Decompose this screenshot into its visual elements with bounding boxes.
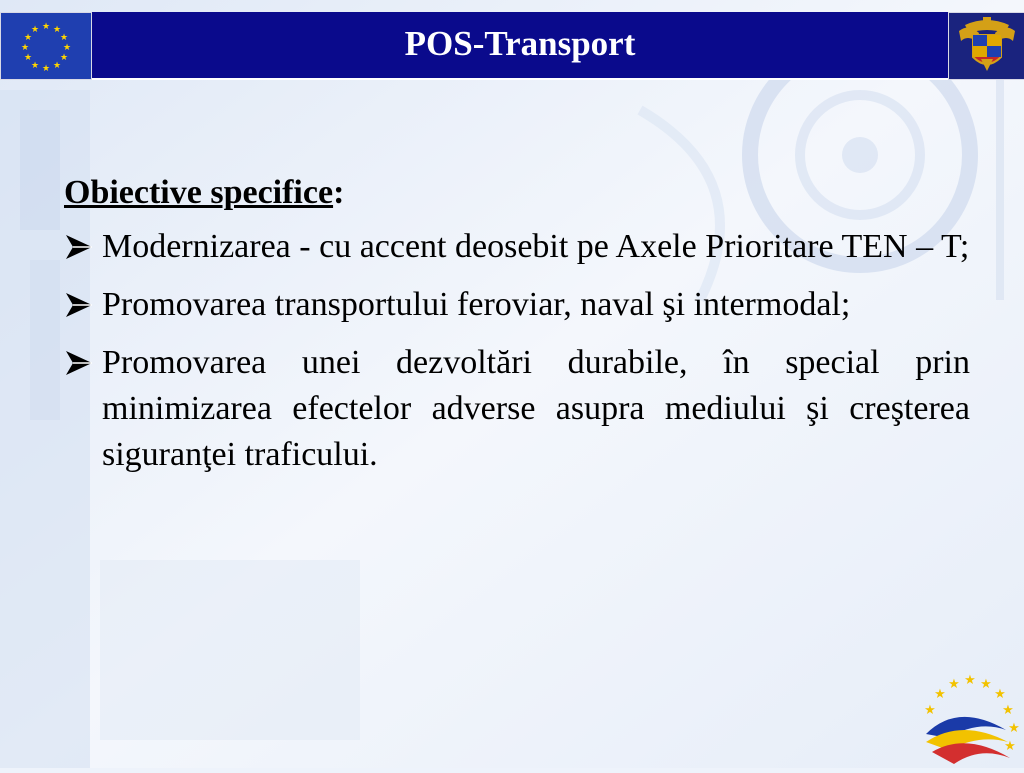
bullet-list [64, 224, 970, 478]
svg-text:★: ★ [1004, 739, 1016, 754]
slide-title: POS-Transport [404, 24, 636, 63]
stars-swoosh-logo-icon [918, 672, 1024, 768]
svg-text:★: ★ [62, 43, 72, 53]
svg-text:★: ★ [994, 687, 1006, 702]
svg-text:★: ★ [52, 61, 62, 71]
svg-text:★: ★ [1002, 703, 1014, 718]
bullet-item [64, 224, 970, 270]
svg-text:★: ★ [52, 25, 62, 35]
svg-text:★: ★ [41, 64, 51, 74]
svg-text:★: ★ [20, 43, 30, 53]
svg-text:★: ★ [948, 677, 960, 692]
section-heading [64, 170, 970, 216]
bullet-item [64, 340, 970, 478]
svg-text:★: ★ [30, 61, 40, 71]
svg-text:★: ★ [934, 687, 946, 702]
arrow-bullet-icon [64, 291, 94, 319]
svg-text:★: ★ [30, 25, 40, 35]
section-heading-colon: : [333, 174, 345, 211]
svg-text:★: ★ [59, 33, 69, 43]
svg-text:★: ★ [23, 53, 33, 63]
svg-text:★: ★ [23, 33, 33, 43]
section-heading-text: Obiective specifice [64, 174, 334, 211]
svg-text:★: ★ [980, 677, 992, 692]
svg-text:★: ★ [41, 22, 51, 32]
bullet-text: Promovarea transportului feroviar, naval şi intermodal; [102, 286, 851, 323]
svg-text:★: ★ [1008, 721, 1020, 736]
svg-text:★: ★ [59, 53, 69, 63]
bullet-text: Promovarea unei dezvoltări durabile, în special prin minimizarea efectelor adverse asupra mediului şi creşterea siguranţei traficului. [102, 344, 970, 473]
eu-flag-icon [0, 12, 92, 80]
header [0, 12, 1024, 80]
arrow-bullet-icon [64, 349, 94, 377]
slide-content [64, 170, 970, 490]
bullet-text: Modernizarea - cu accent deosebit pe Axele Prioritare TEN – T; [102, 228, 970, 265]
romania-coat-of-arms-icon [948, 12, 1024, 80]
svg-text:★: ★ [964, 673, 976, 688]
svg-text:★: ★ [924, 703, 936, 718]
arrow-bullet-icon [64, 233, 94, 261]
bullet-item [64, 282, 970, 328]
